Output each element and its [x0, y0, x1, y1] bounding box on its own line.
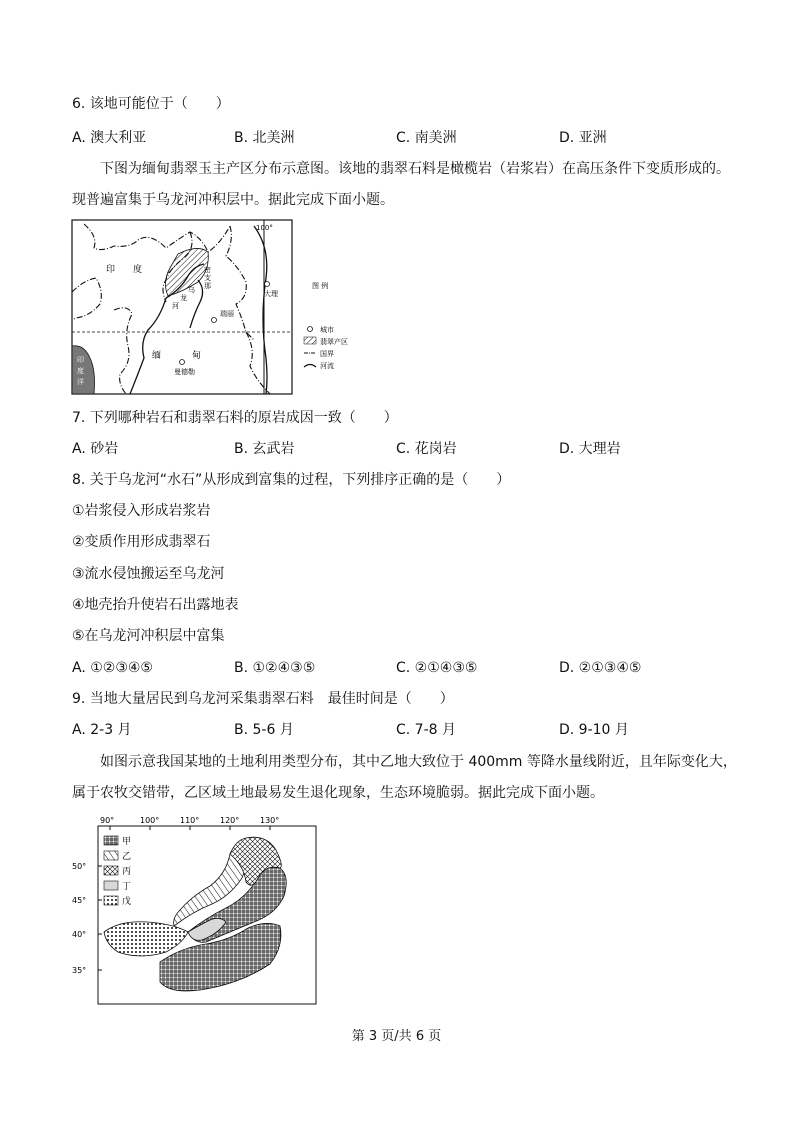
label-mine-3: 那	[204, 282, 211, 290]
intro1-line1: 下图为缅甸翡翠玉主产区分布示意图。该地的翡翠石料是橄榄岩（岩浆岩）在高压条件下变质形成的。	[100, 161, 730, 177]
q7-stem: 7. 下列哪种岩石和翡翠石料的原岩成因一致（ ）	[72, 410, 398, 426]
map2-legend-ding: 丁	[122, 882, 132, 892]
legend-wu-swatch	[104, 896, 118, 905]
q9-option-c: C. 7-8 月	[396, 722, 456, 738]
lat-50: 50°	[72, 862, 87, 871]
lon-90: 90°	[100, 816, 115, 825]
q6-stem: 6. 该地可能位于（ ）	[72, 96, 230, 112]
intro1-line2: 现普遍富集于乌龙河冲积层中。据此完成下面小题。	[72, 192, 394, 208]
lon-120: 120°	[220, 816, 240, 825]
jade-map	[70, 218, 370, 398]
map2-legend-bing: 丙	[122, 867, 132, 877]
q8-stem: 8. 关于乌龙河“水石”从形成到富集的过程，下列排序正确的是（ ）	[72, 472, 511, 488]
map2-legend-wu: 戊	[122, 897, 132, 907]
land-use-map	[70, 814, 322, 1008]
label-mine-2: 支	[204, 274, 211, 282]
map1-legend-city: 城市	[320, 326, 334, 334]
lat-40: 40°	[72, 930, 87, 939]
legend-yi-swatch	[104, 851, 118, 860]
map1-legend-jade: 翡翠产区	[320, 338, 348, 346]
label-india: 印 度	[106, 265, 143, 275]
label-uru-3: 河	[172, 302, 179, 310]
label-myanmar-1: 缅	[152, 351, 162, 361]
legend-bing-swatch	[104, 866, 118, 875]
q9-option-a: A. 2-3 月	[72, 722, 132, 738]
legend-jade-area-icon	[304, 337, 316, 344]
q6-option-d: D. 亚洲	[559, 130, 607, 146]
lat-35: 35°	[72, 966, 87, 975]
map1-legend-river: 河流	[320, 362, 334, 370]
label-ocean-3: 洋	[77, 378, 84, 386]
q8-option-b: B. ①②④③⑤	[234, 660, 316, 676]
intro2-line2: 属于农牧交错带，乙区域土地最易发生退化现象，生态环境脆弱。据此完成下面小题。	[72, 785, 604, 801]
q9-option-d: D. 9-10 月	[559, 722, 629, 738]
lat-45: 45°	[72, 896, 87, 905]
q7-option-d: D. 大理岩	[559, 441, 621, 457]
lon-130: 130°	[260, 816, 280, 825]
q6-option-a: A. 澳大利亚	[72, 130, 147, 146]
q8-step-3: ③流水侵蚀搬运至乌龙河	[72, 566, 225, 582]
label-mine-1: 密	[204, 266, 211, 274]
legend-city-icon	[308, 327, 313, 332]
dali-city-marker	[265, 282, 270, 287]
label-dali: 大理	[264, 290, 278, 298]
q9-stem: 9. 当地大量居民到乌龙河采集翡翠石料 最佳时间是（ ）	[72, 691, 454, 707]
mandalay-city-marker	[180, 360, 185, 365]
lon-100: 100°	[140, 816, 160, 825]
q8-option-a: A. ①②③④⑤	[72, 660, 153, 676]
q8-step-4: ④地壳抬升使岩石出露地表	[72, 597, 239, 613]
q7-option-c: C. 花岗岩	[396, 441, 457, 457]
q8-step-5: ⑤在乌龙河冲积层中富集	[72, 628, 225, 644]
label-ocean-2: 度	[77, 367, 84, 375]
q6-option-b: B. 北美洲	[234, 130, 295, 146]
label-ruili: 瑞丽	[220, 310, 234, 318]
q9-option-b: B. 5-6 月	[234, 722, 294, 738]
legend-jia-swatch	[104, 836, 118, 845]
label-uru-1: 乌	[188, 286, 195, 294]
legend-ding-swatch	[104, 881, 118, 890]
label-uru-2: 龙	[180, 294, 187, 302]
label-mandalay: 曼德勒	[174, 368, 195, 376]
q8-step-2: ②变质作用形成翡翠石	[72, 534, 211, 550]
q7-option-b: B. 玄武岩	[234, 441, 295, 457]
q8-option-d: D. ②①③④⑤	[559, 660, 642, 676]
legend-river-icon	[304, 365, 316, 368]
q7-option-a: A. 砂岩	[72, 441, 119, 457]
q6-option-c: C. 南美洲	[396, 130, 457, 146]
q8-option-c: C. ②①④③⑤	[396, 660, 478, 676]
page-number: 第 3 页/共 6 页	[351, 1029, 442, 1044]
ruili-city-marker	[212, 318, 217, 323]
map1-legend-border: 国界	[320, 350, 334, 358]
label-myanmar-2: 甸	[192, 351, 202, 361]
intro2-line1: 如图示意我国某地的土地利用类型分布，其中乙地大致位于 400mm 等降水量线附近，且年际变化大，	[100, 754, 737, 770]
map2-legend-yi: 乙	[122, 852, 132, 862]
lon-110: 110°	[180, 816, 200, 825]
map2-legend-jia: 甲	[122, 837, 132, 847]
map1-legend-title: 图 例	[312, 282, 329, 290]
label-ocean-1: 印	[77, 356, 84, 364]
map1-lon-label: 100°	[256, 224, 273, 232]
q8-step-1: ①岩浆侵入形成岩浆岩	[72, 503, 211, 519]
